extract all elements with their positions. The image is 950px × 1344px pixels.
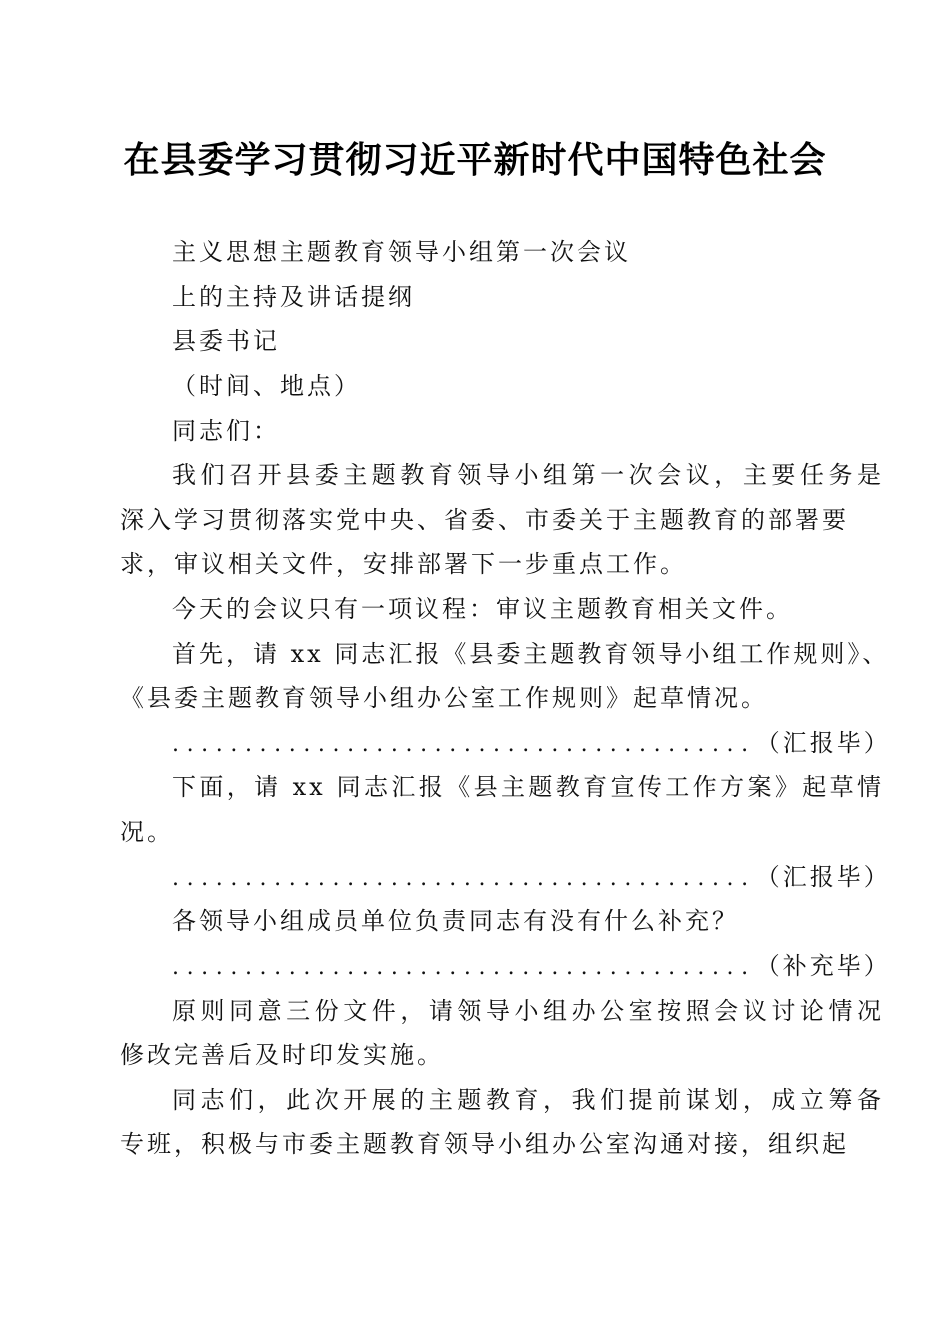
subtitle-line-2: 上的主持及讲话提纲 [172, 283, 415, 311]
leader-dots: ........................................ [172, 732, 756, 757]
paragraph-6-line-1: 原则同意三份文件，请领导小组办公室按照会议讨论情况 [172, 997, 884, 1025]
subtitle-line-1: 主义思想主题教育领导小组第一次会议 [172, 238, 631, 266]
speaker-label: 县委书记 [172, 327, 280, 355]
paragraph-2: 今天的会议只有一项议程：审议主题教育相关文件。 [172, 595, 793, 623]
paragraph-1-line-1: 我们召开县委主题教育领导小组第一次会议，主要任务是 [172, 461, 884, 489]
paragraph-7-line-1: 同志们，此次开展的主题教育，我们提前谋划，成立筹备 [172, 1086, 884, 1114]
paragraph-6-line-2: 修改完善后及时印发实施。 [120, 1041, 444, 1069]
document-title: 在县委学习贯彻习近平新时代中国特色社会 [123, 139, 827, 181]
report-done-2-row [172, 861, 891, 895]
report-done-2: （汇报毕） [755, 863, 891, 891]
paragraph-7-line-2: 专班，积极与市委主题教育领导小组办公室沟通对接，组织起 [120, 1130, 849, 1158]
report-done-1: （汇报毕） [755, 729, 891, 757]
paragraph-4-line-2: 况。 [120, 818, 174, 846]
paragraph-5: 各领导小组成员单位负责同志有没有什么补充？ [172, 907, 739, 935]
supplement-done: （补充毕） [755, 952, 891, 980]
paragraph-4-line-1: 下面，请 xx 同志汇报《县主题教育宣传工作方案》起草情 [172, 773, 884, 801]
leader-dots: ........................................ [172, 955, 756, 980]
paragraph-3-line-1: 首先，请 xx 同志汇报《县委主题教育领导小组工作规则》、 [172, 640, 890, 668]
report-done-1-row [172, 727, 891, 761]
time-place: （时间、地点） [172, 372, 361, 400]
paragraph-3-line-2: 《县委主题教育领导小组办公室工作规则》起草情况。 [120, 684, 768, 712]
paragraph-1-line-2: 深入学习贯彻落实党中央、省委、市委关于主题教育的部署要 [120, 506, 849, 534]
leader-dots: ........................................ [172, 866, 756, 891]
greeting: 同志们： [172, 417, 280, 445]
paragraph-1-line-3: 求，审议相关文件，安排部署下一步重点工作。 [120, 550, 687, 578]
supplement-done-row [172, 950, 891, 984]
